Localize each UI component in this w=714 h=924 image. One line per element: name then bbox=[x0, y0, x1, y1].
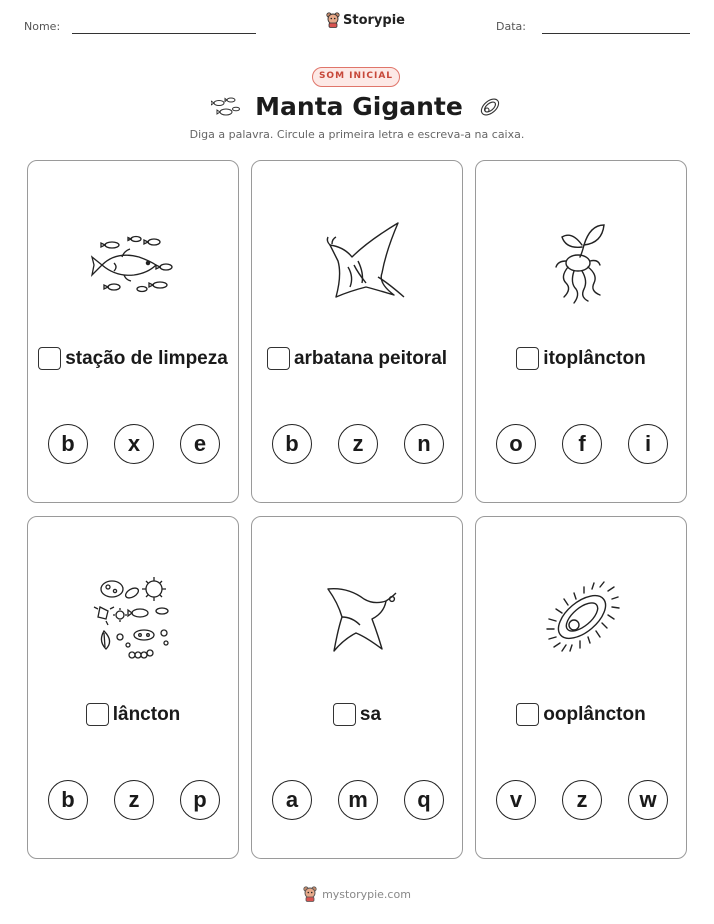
bear-mascot-icon bbox=[326, 12, 340, 28]
letter-option[interactable]: x bbox=[114, 424, 154, 464]
word-row bbox=[252, 347, 462, 370]
brand-logo bbox=[326, 12, 405, 28]
letter-options bbox=[48, 424, 220, 464]
answer-box[interactable] bbox=[333, 703, 356, 726]
letter-option[interactable]: z bbox=[562, 780, 602, 820]
manta-ray-icon bbox=[308, 217, 408, 307]
answer-box[interactable] bbox=[516, 703, 539, 726]
fish-school-icon bbox=[84, 217, 184, 307]
partial-word: itoplâncton bbox=[543, 347, 646, 369]
letter-option[interactable]: b bbox=[48, 780, 88, 820]
letter-option[interactable]: m bbox=[338, 780, 378, 820]
stingray-icon bbox=[308, 573, 408, 663]
word-card bbox=[475, 160, 687, 503]
letter-option[interactable]: z bbox=[114, 780, 154, 820]
date-field[interactable] bbox=[542, 33, 690, 34]
partial-word: arbatana peitoral bbox=[293, 347, 448, 369]
answer-box[interactable] bbox=[86, 703, 109, 726]
letter-option[interactable]: b bbox=[272, 424, 312, 464]
letter-option[interactable]: n bbox=[404, 424, 444, 464]
letter-option[interactable]: a bbox=[272, 780, 312, 820]
word-row bbox=[476, 347, 686, 370]
letter-option[interactable]: e bbox=[180, 424, 220, 464]
zooplankton-icon bbox=[477, 94, 503, 120]
letter-option[interactable]: i bbox=[628, 424, 668, 464]
brand-name: Storypie bbox=[343, 12, 405, 28]
word-row bbox=[28, 703, 238, 726]
word-card bbox=[27, 516, 239, 859]
letter-options bbox=[272, 424, 444, 464]
title-row bbox=[0, 92, 714, 121]
letter-option[interactable]: z bbox=[338, 424, 378, 464]
letter-option[interactable]: v bbox=[496, 780, 536, 820]
partial-word: ooplâncton bbox=[543, 703, 646, 725]
partial-word: stação de limpeza bbox=[65, 347, 228, 369]
name-label: Nome: bbox=[24, 20, 61, 33]
footer-url[interactable]: mystorypie.com bbox=[322, 887, 411, 901]
letter-options bbox=[272, 780, 444, 820]
fish-school-icon bbox=[211, 94, 241, 120]
letter-option[interactable]: o bbox=[496, 424, 536, 464]
topic-badge: SOM INICIAL bbox=[312, 67, 400, 87]
word-card bbox=[251, 160, 463, 503]
word-card bbox=[27, 160, 239, 503]
answer-box[interactable] bbox=[267, 347, 290, 370]
answer-box[interactable] bbox=[38, 347, 61, 370]
word-row bbox=[252, 703, 462, 726]
footer bbox=[0, 886, 714, 902]
date-label: Data: bbox=[496, 20, 526, 33]
name-field[interactable] bbox=[72, 33, 256, 34]
instructions: Diga a palavra. Circule a primeira letra e escreva-a na caixa. bbox=[189, 128, 525, 141]
partial-word: sa bbox=[359, 703, 382, 725]
word-row bbox=[28, 347, 238, 370]
word-card bbox=[475, 516, 687, 859]
phytoplankton-icon bbox=[532, 217, 632, 307]
bear-mascot-icon bbox=[303, 886, 317, 902]
word-row bbox=[476, 703, 686, 726]
partial-word: lâncton bbox=[112, 703, 181, 725]
letter-options bbox=[496, 780, 668, 820]
letter-option[interactable]: f bbox=[562, 424, 602, 464]
letter-options bbox=[496, 424, 668, 464]
letter-option[interactable]: q bbox=[404, 780, 444, 820]
zooplankton-icon bbox=[532, 573, 632, 663]
letter-option[interactable]: w bbox=[628, 780, 668, 820]
answer-box[interactable] bbox=[516, 347, 539, 370]
word-card bbox=[251, 516, 463, 859]
letter-options bbox=[48, 780, 220, 820]
plankton-icon bbox=[84, 573, 184, 663]
letter-option[interactable]: b bbox=[48, 424, 88, 464]
letter-option[interactable]: p bbox=[180, 780, 220, 820]
page-title: Manta Gigante bbox=[255, 92, 463, 121]
